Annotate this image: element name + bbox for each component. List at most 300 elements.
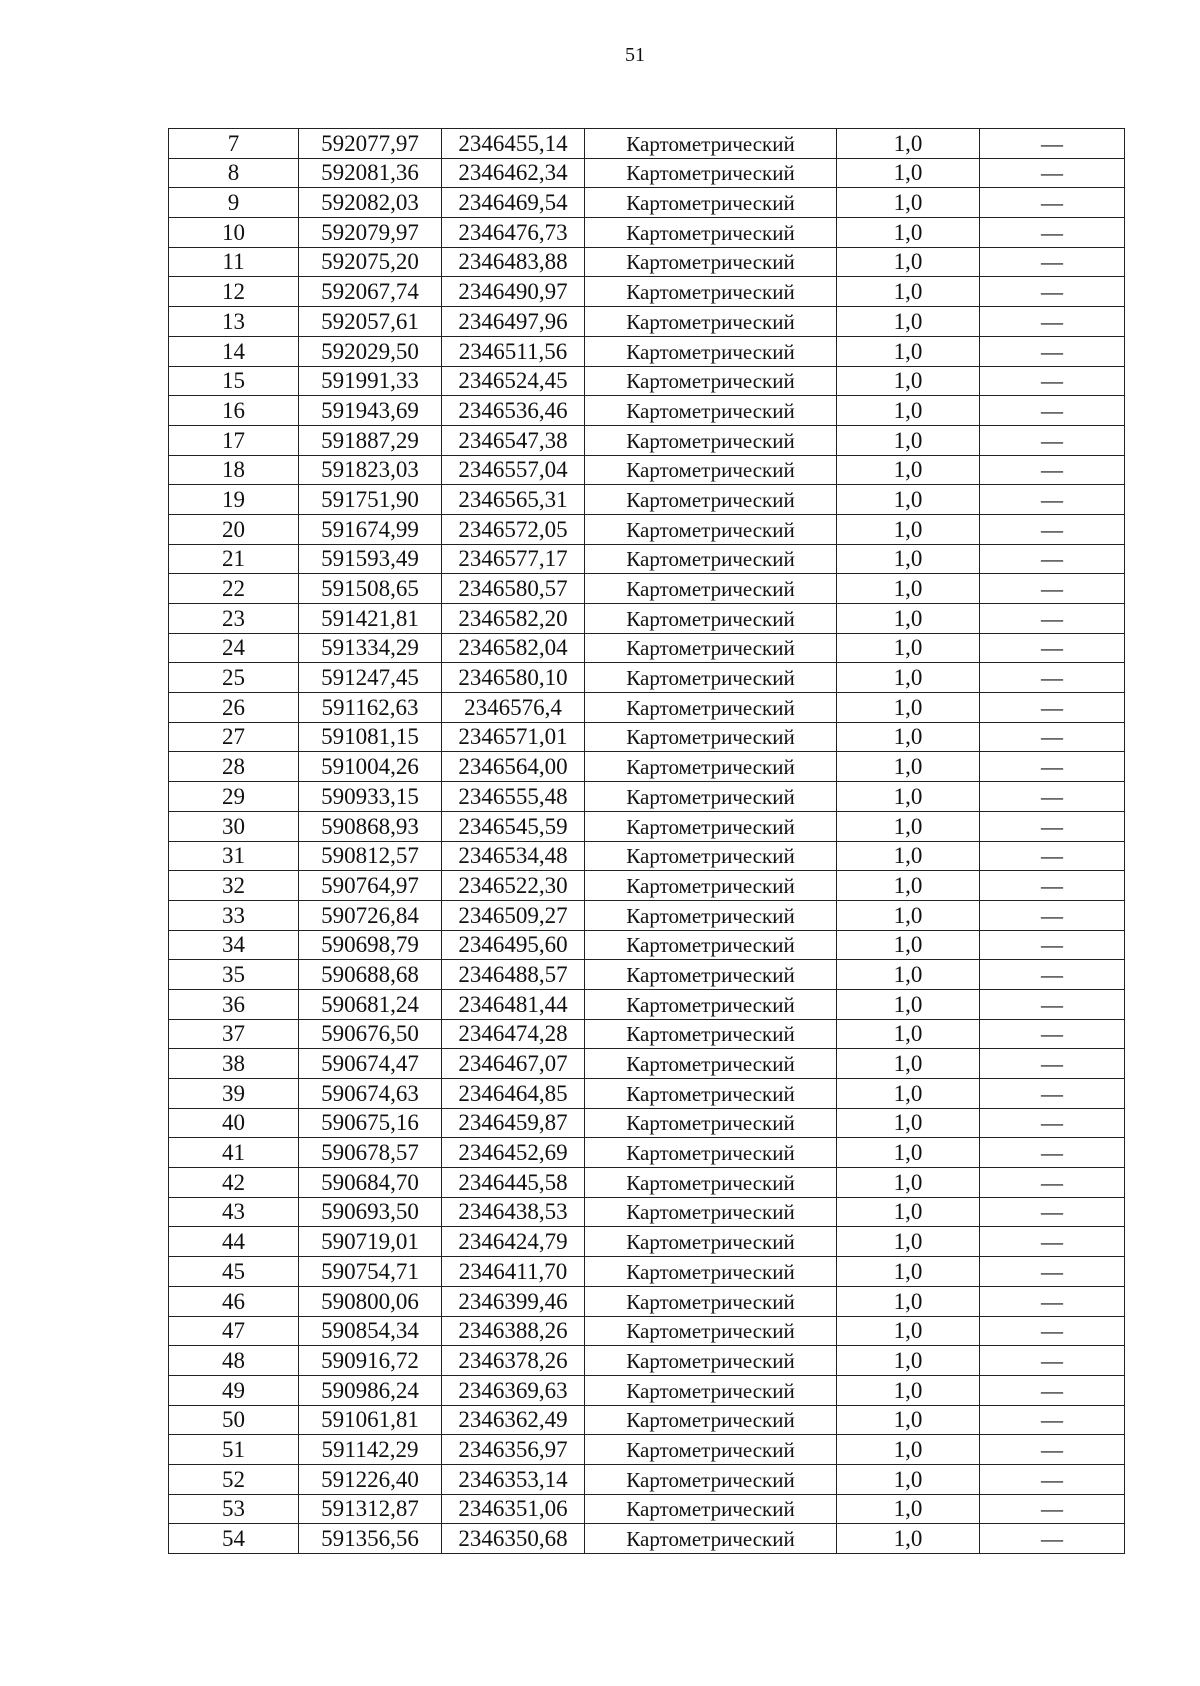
- x-coordinate-cell: 590698,79: [299, 930, 442, 960]
- y-coordinate-cell: 2346509,27: [442, 900, 585, 930]
- note-cell: —: [980, 930, 1125, 960]
- point-number-cell: 14: [169, 336, 299, 366]
- note-cell: —: [980, 1257, 1125, 1287]
- accuracy-cell: 1,0: [837, 425, 980, 455]
- table-row: [169, 1375, 1125, 1405]
- accuracy-cell: 1,0: [837, 218, 980, 248]
- x-coordinate-cell: 591674,99: [299, 514, 442, 544]
- y-coordinate-cell: 2346464,85: [442, 1079, 585, 1109]
- accuracy-cell: 1,0: [837, 1049, 980, 1079]
- point-number-cell: 13: [169, 307, 299, 337]
- method-cell: Картометрический: [585, 989, 837, 1019]
- x-coordinate-cell: 590681,24: [299, 989, 442, 1019]
- x-coordinate-cell: 590916,72: [299, 1346, 442, 1376]
- y-coordinate-cell: 2346547,38: [442, 425, 585, 455]
- point-number-cell: 7: [169, 129, 299, 159]
- note-cell: —: [980, 841, 1125, 871]
- method-cell: Картометрический: [585, 1435, 837, 1465]
- note-cell: —: [980, 188, 1125, 218]
- table-row: [169, 693, 1125, 723]
- point-number-cell: 45: [169, 1257, 299, 1287]
- x-coordinate-cell: 591943,69: [299, 396, 442, 426]
- y-coordinate-cell: 2346411,70: [442, 1257, 585, 1287]
- y-coordinate-cell: 2346524,45: [442, 366, 585, 396]
- accuracy-cell: 1,0: [837, 960, 980, 990]
- y-coordinate-cell: 2346571,01: [442, 722, 585, 752]
- x-coordinate-cell: 591823,03: [299, 455, 442, 485]
- method-cell: Картометрический: [585, 1049, 837, 1079]
- y-coordinate-cell: 2346576,4: [442, 693, 585, 723]
- note-cell: —: [980, 1108, 1125, 1138]
- y-coordinate-cell: 2346445,58: [442, 1168, 585, 1198]
- table-row: [169, 307, 1125, 337]
- table-row: [169, 1079, 1125, 1109]
- point-number-cell: 43: [169, 1197, 299, 1227]
- accuracy-cell: 1,0: [837, 1316, 980, 1346]
- page-number: 51: [625, 44, 645, 66]
- table-row: [169, 1286, 1125, 1316]
- note-cell: —: [980, 455, 1125, 485]
- x-coordinate-cell: 590675,16: [299, 1108, 442, 1138]
- accuracy-cell: 1,0: [837, 485, 980, 515]
- point-number-cell: 39: [169, 1079, 299, 1109]
- note-cell: —: [980, 485, 1125, 515]
- point-number-cell: 38: [169, 1049, 299, 1079]
- table-row: [169, 871, 1125, 901]
- method-cell: Картометрический: [585, 1108, 837, 1138]
- y-coordinate-cell: 2346362,49: [442, 1405, 585, 1435]
- x-coordinate-cell: 590678,57: [299, 1138, 442, 1168]
- method-cell: Картометрический: [585, 811, 837, 841]
- method-cell: Картометрический: [585, 1316, 837, 1346]
- x-coordinate-cell: 590726,84: [299, 900, 442, 930]
- method-cell: Картометрический: [585, 752, 837, 782]
- point-number-cell: 29: [169, 782, 299, 812]
- table-row: [169, 633, 1125, 663]
- point-number-cell: 10: [169, 218, 299, 248]
- table-row: [169, 1316, 1125, 1346]
- x-coordinate-cell: 592081,36: [299, 158, 442, 188]
- point-number-cell: 31: [169, 841, 299, 871]
- note-cell: —: [980, 574, 1125, 604]
- table-row: [169, 841, 1125, 871]
- coordinates-table-body: [169, 129, 1125, 1554]
- note-cell: —: [980, 1346, 1125, 1376]
- note-cell: —: [980, 752, 1125, 782]
- x-coordinate-cell: 592067,74: [299, 277, 442, 307]
- table-row: [169, 1197, 1125, 1227]
- note-cell: —: [980, 1435, 1125, 1465]
- method-cell: Картометрический: [585, 485, 837, 515]
- method-cell: Картометрический: [585, 218, 837, 248]
- table-row: [169, 1168, 1125, 1198]
- accuracy-cell: 1,0: [837, 1168, 980, 1198]
- x-coordinate-cell: 592029,50: [299, 336, 442, 366]
- accuracy-cell: 1,0: [837, 307, 980, 337]
- table-row: [169, 247, 1125, 277]
- x-coordinate-cell: 590986,24: [299, 1375, 442, 1405]
- note-cell: —: [980, 1375, 1125, 1405]
- table-row: [169, 1227, 1125, 1257]
- point-number-cell: 8: [169, 158, 299, 188]
- accuracy-cell: 1,0: [837, 1346, 980, 1376]
- point-number-cell: 24: [169, 633, 299, 663]
- x-coordinate-cell: 591334,29: [299, 633, 442, 663]
- x-coordinate-cell: 590674,47: [299, 1049, 442, 1079]
- y-coordinate-cell: 2346452,69: [442, 1138, 585, 1168]
- y-coordinate-cell: 2346497,96: [442, 307, 585, 337]
- note-cell: —: [980, 663, 1125, 693]
- note-cell: —: [980, 960, 1125, 990]
- accuracy-cell: 1,0: [837, 782, 980, 812]
- note-cell: —: [980, 722, 1125, 752]
- note-cell: —: [980, 1168, 1125, 1198]
- y-coordinate-cell: 2346388,26: [442, 1316, 585, 1346]
- method-cell: Картометрический: [585, 158, 837, 188]
- y-coordinate-cell: 2346469,54: [442, 188, 585, 218]
- y-coordinate-cell: 2346351,06: [442, 1494, 585, 1524]
- accuracy-cell: 1,0: [837, 574, 980, 604]
- method-cell: Картометрический: [585, 871, 837, 901]
- table-row: [169, 188, 1125, 218]
- method-cell: Картометрический: [585, 425, 837, 455]
- note-cell: —: [980, 544, 1125, 574]
- x-coordinate-cell: 591312,87: [299, 1494, 442, 1524]
- table-row: [169, 930, 1125, 960]
- table-row: [169, 366, 1125, 396]
- method-cell: Картометрический: [585, 1494, 837, 1524]
- method-cell: Картометрический: [585, 336, 837, 366]
- x-coordinate-cell: 590868,93: [299, 811, 442, 841]
- accuracy-cell: 1,0: [837, 811, 980, 841]
- table-row: [169, 396, 1125, 426]
- y-coordinate-cell: 2346557,04: [442, 455, 585, 485]
- table-row: [169, 604, 1125, 634]
- method-cell: Картометрический: [585, 1257, 837, 1287]
- point-number-cell: 12: [169, 277, 299, 307]
- x-coordinate-cell: 591162,63: [299, 693, 442, 723]
- accuracy-cell: 1,0: [837, 752, 980, 782]
- point-number-cell: 41: [169, 1138, 299, 1168]
- note-cell: —: [980, 1049, 1125, 1079]
- x-coordinate-cell: 591421,81: [299, 604, 442, 634]
- accuracy-cell: 1,0: [837, 158, 980, 188]
- x-coordinate-cell: 591004,26: [299, 752, 442, 782]
- accuracy-cell: 1,0: [837, 1197, 980, 1227]
- method-cell: Картометрический: [585, 782, 837, 812]
- note-cell: —: [980, 1079, 1125, 1109]
- method-cell: Картометрический: [585, 1227, 837, 1257]
- note-cell: —: [980, 307, 1125, 337]
- accuracy-cell: 1,0: [837, 1405, 980, 1435]
- y-coordinate-cell: 2346356,97: [442, 1435, 585, 1465]
- method-cell: Картометрический: [585, 1138, 837, 1168]
- x-coordinate-cell: 591226,40: [299, 1464, 442, 1494]
- table-row: [169, 514, 1125, 544]
- table-row: [169, 989, 1125, 1019]
- point-number-cell: 49: [169, 1375, 299, 1405]
- table-row: [169, 1524, 1125, 1554]
- x-coordinate-cell: 590854,34: [299, 1316, 442, 1346]
- accuracy-cell: 1,0: [837, 1257, 980, 1287]
- note-cell: —: [980, 425, 1125, 455]
- coordinates-table: [168, 128, 1125, 1554]
- point-number-cell: 44: [169, 1227, 299, 1257]
- x-coordinate-cell: 590812,57: [299, 841, 442, 871]
- x-coordinate-cell: 590719,01: [299, 1227, 442, 1257]
- note-cell: —: [980, 129, 1125, 159]
- method-cell: Картометрический: [585, 841, 837, 871]
- method-cell: Картометрический: [585, 1346, 837, 1376]
- method-cell: Картометрический: [585, 633, 837, 663]
- table-row: [169, 900, 1125, 930]
- method-cell: Картометрический: [585, 1405, 837, 1435]
- x-coordinate-cell: 591508,65: [299, 574, 442, 604]
- point-number-cell: 9: [169, 188, 299, 218]
- accuracy-cell: 1,0: [837, 633, 980, 663]
- note-cell: —: [980, 989, 1125, 1019]
- x-coordinate-cell: 591247,45: [299, 663, 442, 693]
- note-cell: —: [980, 336, 1125, 366]
- y-coordinate-cell: 2346353,14: [442, 1464, 585, 1494]
- y-coordinate-cell: 2346572,05: [442, 514, 585, 544]
- table-row: [169, 574, 1125, 604]
- method-cell: Картометрический: [585, 366, 837, 396]
- y-coordinate-cell: 2346474,28: [442, 1019, 585, 1049]
- note-cell: —: [980, 514, 1125, 544]
- accuracy-cell: 1,0: [837, 277, 980, 307]
- point-number-cell: 53: [169, 1494, 299, 1524]
- x-coordinate-cell: 590933,15: [299, 782, 442, 812]
- point-number-cell: 33: [169, 900, 299, 930]
- point-number-cell: 28: [169, 752, 299, 782]
- note-cell: —: [980, 1019, 1125, 1049]
- point-number-cell: 25: [169, 663, 299, 693]
- method-cell: Картометрический: [585, 247, 837, 277]
- y-coordinate-cell: 2346580,57: [442, 574, 585, 604]
- x-coordinate-cell: 591356,56: [299, 1524, 442, 1554]
- table-row: [169, 1346, 1125, 1376]
- accuracy-cell: 1,0: [837, 1227, 980, 1257]
- method-cell: Картометрический: [585, 1197, 837, 1227]
- note-cell: —: [980, 900, 1125, 930]
- method-cell: Картометрический: [585, 455, 837, 485]
- x-coordinate-cell: 591593,49: [299, 544, 442, 574]
- accuracy-cell: 1,0: [837, 514, 980, 544]
- accuracy-cell: 1,0: [837, 693, 980, 723]
- point-number-cell: 35: [169, 960, 299, 990]
- accuracy-cell: 1,0: [837, 604, 980, 634]
- table-row: [169, 218, 1125, 248]
- method-cell: Картометрический: [585, 1168, 837, 1198]
- y-coordinate-cell: 2346534,48: [442, 841, 585, 871]
- point-number-cell: 23: [169, 604, 299, 634]
- point-number-cell: 42: [169, 1168, 299, 1198]
- note-cell: —: [980, 871, 1125, 901]
- y-coordinate-cell: 2346483,88: [442, 247, 585, 277]
- point-number-cell: 54: [169, 1524, 299, 1554]
- method-cell: Картометрический: [585, 307, 837, 337]
- point-number-cell: 27: [169, 722, 299, 752]
- point-number-cell: 47: [169, 1316, 299, 1346]
- note-cell: —: [980, 1524, 1125, 1554]
- table-row: [169, 1464, 1125, 1494]
- method-cell: Картометрический: [585, 129, 837, 159]
- accuracy-cell: 1,0: [837, 1464, 980, 1494]
- x-coordinate-cell: 590688,68: [299, 960, 442, 990]
- x-coordinate-cell: 592082,03: [299, 188, 442, 218]
- point-number-cell: 46: [169, 1286, 299, 1316]
- accuracy-cell: 1,0: [837, 396, 980, 426]
- table-row: [169, 129, 1125, 159]
- x-coordinate-cell: 590693,50: [299, 1197, 442, 1227]
- accuracy-cell: 1,0: [837, 1435, 980, 1465]
- y-coordinate-cell: 2346582,20: [442, 604, 585, 634]
- table-row: [169, 811, 1125, 841]
- x-coordinate-cell: 592057,61: [299, 307, 442, 337]
- point-number-cell: 30: [169, 811, 299, 841]
- accuracy-cell: 1,0: [837, 1108, 980, 1138]
- accuracy-cell: 1,0: [837, 1524, 980, 1554]
- x-coordinate-cell: 590676,50: [299, 1019, 442, 1049]
- table-row: [169, 455, 1125, 485]
- accuracy-cell: 1,0: [837, 544, 980, 574]
- accuracy-cell: 1,0: [837, 841, 980, 871]
- point-number-cell: 26: [169, 693, 299, 723]
- point-number-cell: 17: [169, 425, 299, 455]
- x-coordinate-cell: 591887,29: [299, 425, 442, 455]
- y-coordinate-cell: 2346564,00: [442, 752, 585, 782]
- point-number-cell: 15: [169, 366, 299, 396]
- note-cell: —: [980, 1197, 1125, 1227]
- accuracy-cell: 1,0: [837, 1286, 980, 1316]
- y-coordinate-cell: 2346555,48: [442, 782, 585, 812]
- table-row: [169, 1435, 1125, 1465]
- table-row: [169, 1257, 1125, 1287]
- table-row: [169, 722, 1125, 752]
- accuracy-cell: 1,0: [837, 455, 980, 485]
- x-coordinate-cell: 592079,97: [299, 218, 442, 248]
- accuracy-cell: 1,0: [837, 336, 980, 366]
- note-cell: —: [980, 1138, 1125, 1168]
- y-coordinate-cell: 2346459,87: [442, 1108, 585, 1138]
- method-cell: Картометрический: [585, 1019, 837, 1049]
- point-number-cell: 18: [169, 455, 299, 485]
- note-cell: —: [980, 1316, 1125, 1346]
- y-coordinate-cell: 2346481,44: [442, 989, 585, 1019]
- point-number-cell: 16: [169, 396, 299, 426]
- point-number-cell: 52: [169, 1464, 299, 1494]
- note-cell: —: [980, 782, 1125, 812]
- method-cell: Картометрический: [585, 900, 837, 930]
- method-cell: Картометрический: [585, 544, 837, 574]
- note-cell: —: [980, 158, 1125, 188]
- y-coordinate-cell: 2346495,60: [442, 930, 585, 960]
- table-row: [169, 277, 1125, 307]
- x-coordinate-cell: 590764,97: [299, 871, 442, 901]
- point-number-cell: 51: [169, 1435, 299, 1465]
- table-row: [169, 425, 1125, 455]
- x-coordinate-cell: 591751,90: [299, 485, 442, 515]
- note-cell: —: [980, 693, 1125, 723]
- note-cell: —: [980, 247, 1125, 277]
- table-row: [169, 663, 1125, 693]
- accuracy-cell: 1,0: [837, 722, 980, 752]
- x-coordinate-cell: 591061,81: [299, 1405, 442, 1435]
- x-coordinate-cell: 590674,63: [299, 1079, 442, 1109]
- note-cell: —: [980, 604, 1125, 634]
- table-row: [169, 1108, 1125, 1138]
- accuracy-cell: 1,0: [837, 871, 980, 901]
- point-number-cell: 11: [169, 247, 299, 277]
- accuracy-cell: 1,0: [837, 1375, 980, 1405]
- x-coordinate-cell: 591142,29: [299, 1435, 442, 1465]
- method-cell: Картометрический: [585, 960, 837, 990]
- point-number-cell: 21: [169, 544, 299, 574]
- method-cell: Картометрический: [585, 722, 837, 752]
- y-coordinate-cell: 2346580,10: [442, 663, 585, 693]
- y-coordinate-cell: 2346536,46: [442, 396, 585, 426]
- note-cell: —: [980, 1464, 1125, 1494]
- method-cell: Картометрический: [585, 930, 837, 960]
- y-coordinate-cell: 2346582,04: [442, 633, 585, 663]
- point-number-cell: 37: [169, 1019, 299, 1049]
- y-coordinate-cell: 2346545,59: [442, 811, 585, 841]
- y-coordinate-cell: 2346455,14: [442, 129, 585, 159]
- point-number-cell: 48: [169, 1346, 299, 1376]
- y-coordinate-cell: 2346438,53: [442, 1197, 585, 1227]
- method-cell: Картометрический: [585, 604, 837, 634]
- note-cell: —: [980, 1494, 1125, 1524]
- accuracy-cell: 1,0: [837, 129, 980, 159]
- y-coordinate-cell: 2346399,46: [442, 1286, 585, 1316]
- table-row: [169, 1138, 1125, 1168]
- x-coordinate-cell: 592077,97: [299, 129, 442, 159]
- note-cell: —: [980, 633, 1125, 663]
- x-coordinate-cell: 590800,06: [299, 1286, 442, 1316]
- point-number-cell: 22: [169, 574, 299, 604]
- point-number-cell: 32: [169, 871, 299, 901]
- method-cell: Картометрический: [585, 1464, 837, 1494]
- method-cell: Картометрический: [585, 396, 837, 426]
- method-cell: Картометрический: [585, 1524, 837, 1554]
- table-row: [169, 1405, 1125, 1435]
- accuracy-cell: 1,0: [837, 989, 980, 1019]
- y-coordinate-cell: 2346369,63: [442, 1375, 585, 1405]
- x-coordinate-cell: 591991,33: [299, 366, 442, 396]
- table-row: [169, 1019, 1125, 1049]
- note-cell: —: [980, 1227, 1125, 1257]
- accuracy-cell: 1,0: [837, 930, 980, 960]
- point-number-cell: 34: [169, 930, 299, 960]
- accuracy-cell: 1,0: [837, 366, 980, 396]
- method-cell: Картометрический: [585, 277, 837, 307]
- x-coordinate-cell: 591081,15: [299, 722, 442, 752]
- table-row: [169, 158, 1125, 188]
- accuracy-cell: 1,0: [837, 663, 980, 693]
- method-cell: Картометрический: [585, 1375, 837, 1405]
- accuracy-cell: 1,0: [837, 1079, 980, 1109]
- method-cell: Картометрический: [585, 188, 837, 218]
- y-coordinate-cell: 2346467,07: [442, 1049, 585, 1079]
- accuracy-cell: 1,0: [837, 188, 980, 218]
- table-row: [169, 485, 1125, 515]
- accuracy-cell: 1,0: [837, 1019, 980, 1049]
- note-cell: —: [980, 366, 1125, 396]
- method-cell: Картометрический: [585, 574, 837, 604]
- method-cell: Картометрический: [585, 514, 837, 544]
- note-cell: —: [980, 277, 1125, 307]
